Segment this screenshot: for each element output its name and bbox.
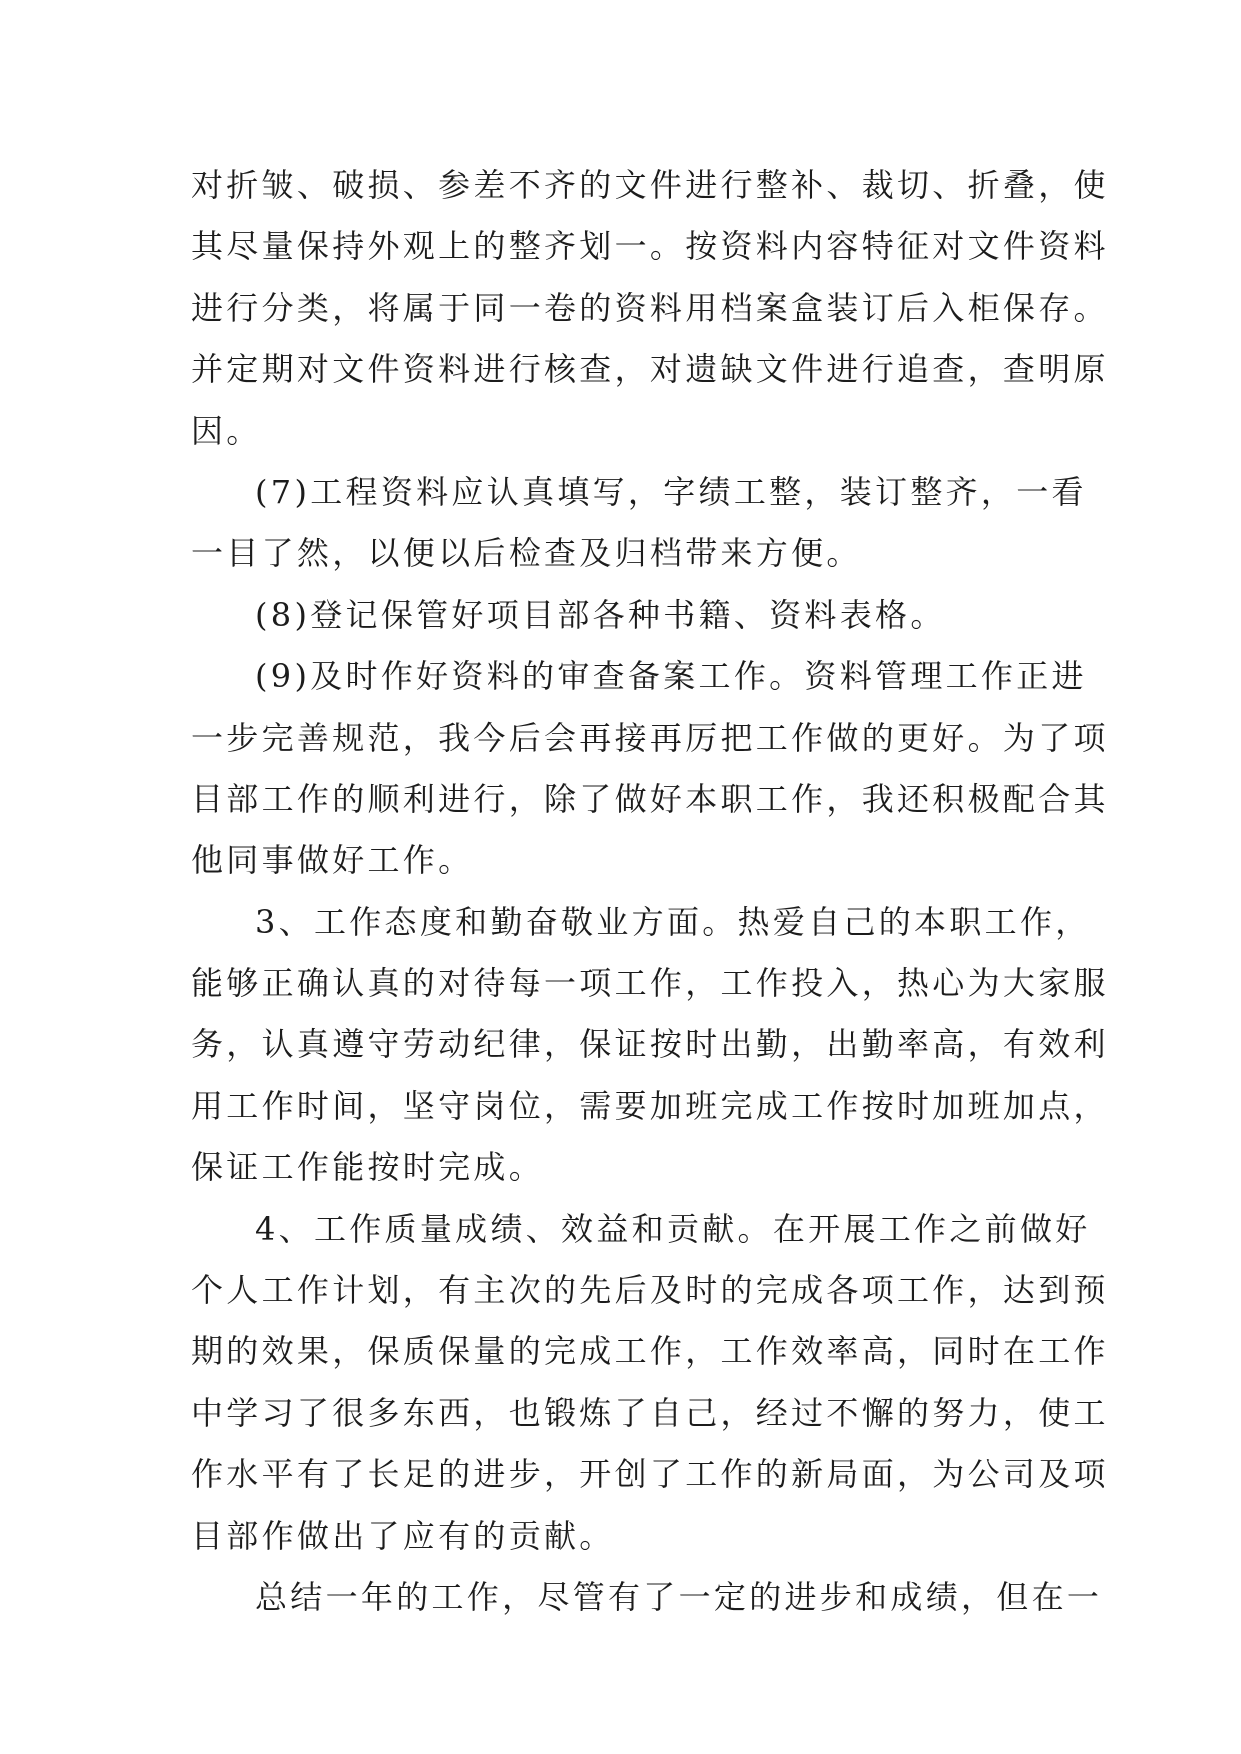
text-line: (7)工程资料应认真填写，字绩工整，装订整齐，一看: [255, 472, 1087, 511]
text-line: 因。: [191, 411, 262, 450]
text-line: 期的效果，保质保量的完成工作，工作效率高，同时在工作: [191, 1332, 1109, 1371]
text-line: 目部作做出了应有的贡献。: [191, 1516, 615, 1555]
text-line: 中学习了很多东西，也锻炼了自己，经过不懈的努力，使工: [191, 1393, 1109, 1432]
text-line: 进行分类，将属于同一卷的资料用档案盒装订后入柜保存。: [191, 288, 1109, 327]
text-line: (8)登记保管好项目部各种书籍、资料表格。: [255, 595, 946, 634]
text-line: 他同事做好工作。: [191, 841, 474, 880]
text-line: 用工作时间，坚守岗位，需要加班完成工作按时加班加点，: [191, 1086, 1109, 1125]
text-line: 作水平有了长足的进步，开创了工作的新局面，为公司及项: [191, 1455, 1109, 1494]
document-body: [191, 155, 1109, 1628]
text-line: 一步完善规范，我今后会再接再厉把工作做的更好。为了项: [191, 718, 1109, 757]
text-line: 3、工作态度和勤奋敬业方面。热爱自己的本职工作，: [255, 902, 1091, 941]
text-line: 其尽量保持外观上的整齐划一。按资料内容特征对文件资料: [191, 227, 1109, 266]
text-line: 能够正确认真的对待每一项工作，工作投入，热心为大家服: [191, 964, 1109, 1003]
text-line: 目部工作的顺利进行，除了做好本职工作，我还积极配合其: [191, 779, 1109, 818]
text-line: 一目了然，以便以后检查及归档带来方便。: [191, 534, 862, 573]
text-line: 并定期对文件资料进行核查，对遗缺文件进行追查，查明原: [191, 350, 1109, 389]
text-line: 4、工作质量成绩、效益和贡献。在开展工作之前做好: [255, 1209, 1091, 1248]
text-line: 务，认真遵守劳动纪律，保证按时出勤，出勤率高，有效利: [191, 1025, 1109, 1064]
text-line: 个人工作计划，有主次的先后及时的完成各项工作，达到预: [191, 1271, 1109, 1310]
text-line: 保证工作能按时完成。: [191, 1148, 545, 1187]
text-line: 总结一年的工作，尽管有了一定的进步和成绩，但在一: [255, 1577, 1103, 1616]
text-line: 对折皱、破损、参差不齐的文件进行整补、裁切、折叠，使: [191, 166, 1109, 204]
text-line: (9)及时作好资料的审查备案工作。资料管理工作正进: [255, 657, 1087, 696]
